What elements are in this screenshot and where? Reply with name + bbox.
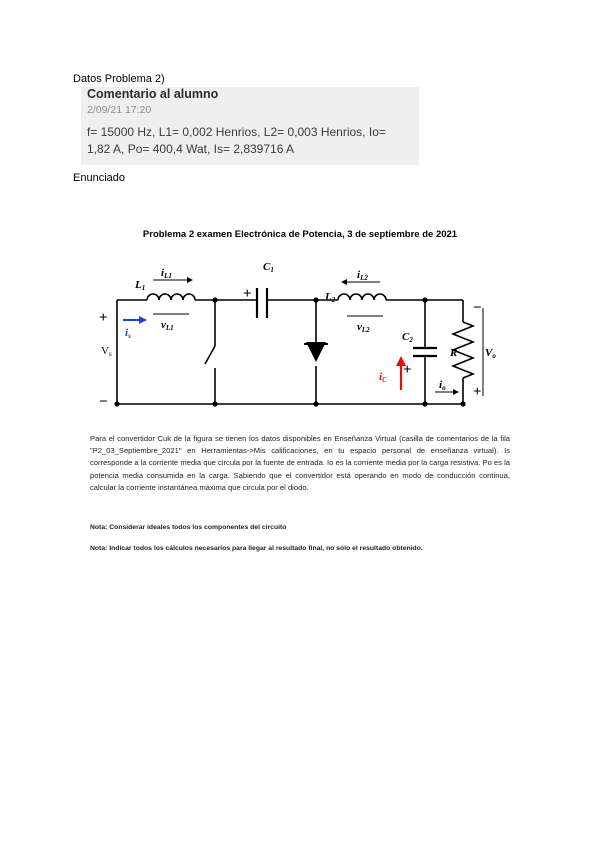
il1-arrow-head [187,277,193,283]
node-source-bottom [114,401,119,406]
vo-label: Vo [485,347,496,360]
node-c2-bottom [422,401,427,406]
statement-heading: Enunciado [73,172,125,184]
inductor-l1 [147,294,195,300]
c1-label: C1 [263,261,274,274]
source-plus: + [99,310,108,326]
vs-label: Vs [101,345,112,358]
node-c2-top [422,297,427,302]
io-arrow-head [453,389,459,395]
diode-anode [306,342,326,362]
node-diode-bottom [313,401,318,406]
io-label: io [439,379,446,392]
data-heading: Datos Problema 2) [73,73,165,85]
inductor-l2 [338,294,386,300]
comment-title: Comentario al alumno [87,87,219,101]
c2-label: C2 [402,331,413,344]
vl1-label: vL1 [161,319,174,332]
is-arrow-head [139,316,147,324]
vo-minus: − [473,300,482,316]
note-show-calculations: Nota: Indicar todos los cálculos necesarios para llegar al resultado final, no sólo el resultado obtenido. [90,545,423,552]
il1-label: iL1 [161,267,172,280]
c2-plus: + [403,362,412,378]
problem-statement: Para el convertidor Cuk de la figura se tienen los datos disponibles en Enseñanza Virtual (casilla de comentarios de la fila "P2_03_Septiembre_2021" en Herramientas->Mis calificaciones, en tu espacio personal de enseñanza virtual). Is corresponde a la corriente media que circula por la fuente de entrada. Io es la corriente media por la carga resistiva. Po es la potencia media consumida en la carga. Sabiendo que el convertidor está operando en modo de conducción continua, calcular la corriente instantánea máxima que circula por el diodo. [90,434,510,492]
vl2-label: vL2 [357,321,370,334]
comment-panel [81,87,419,165]
r-label: R [450,347,458,359]
switch-blade [205,346,215,364]
node-switch-top [212,297,217,302]
ic-label: iC [379,371,387,384]
il2-label: iL2 [357,269,368,282]
cuk-converter-circuit [95,256,505,416]
note-ideal-components: Nota: Considerar ideales todos los componentes del circuito [90,524,287,531]
vo-plus: + [473,384,482,400]
node-r-bottom [460,401,465,406]
comment-date: 2/09/21 17:20 [87,104,152,116]
l1-label: L1 [135,279,146,292]
c1-plus: + [243,286,252,302]
l2-label: L2 [325,291,336,304]
source-minus: − [99,394,108,410]
node-switch-bottom [212,401,217,406]
comment-body: f= 15000 Hz, L1= 0,002 Henrios, L2= 0,003 Henrios, Io= 1,82 A, Po= 400,4 Wat, Is= 2,839716 A [87,125,386,156]
is-label: is [125,327,131,340]
problem-title: Problema 2 examen Electrónica de Potencia, 3 de septiembre de 2021 [142,229,458,240]
node-diode-top [313,297,318,302]
il2-arrow-head [341,279,347,285]
